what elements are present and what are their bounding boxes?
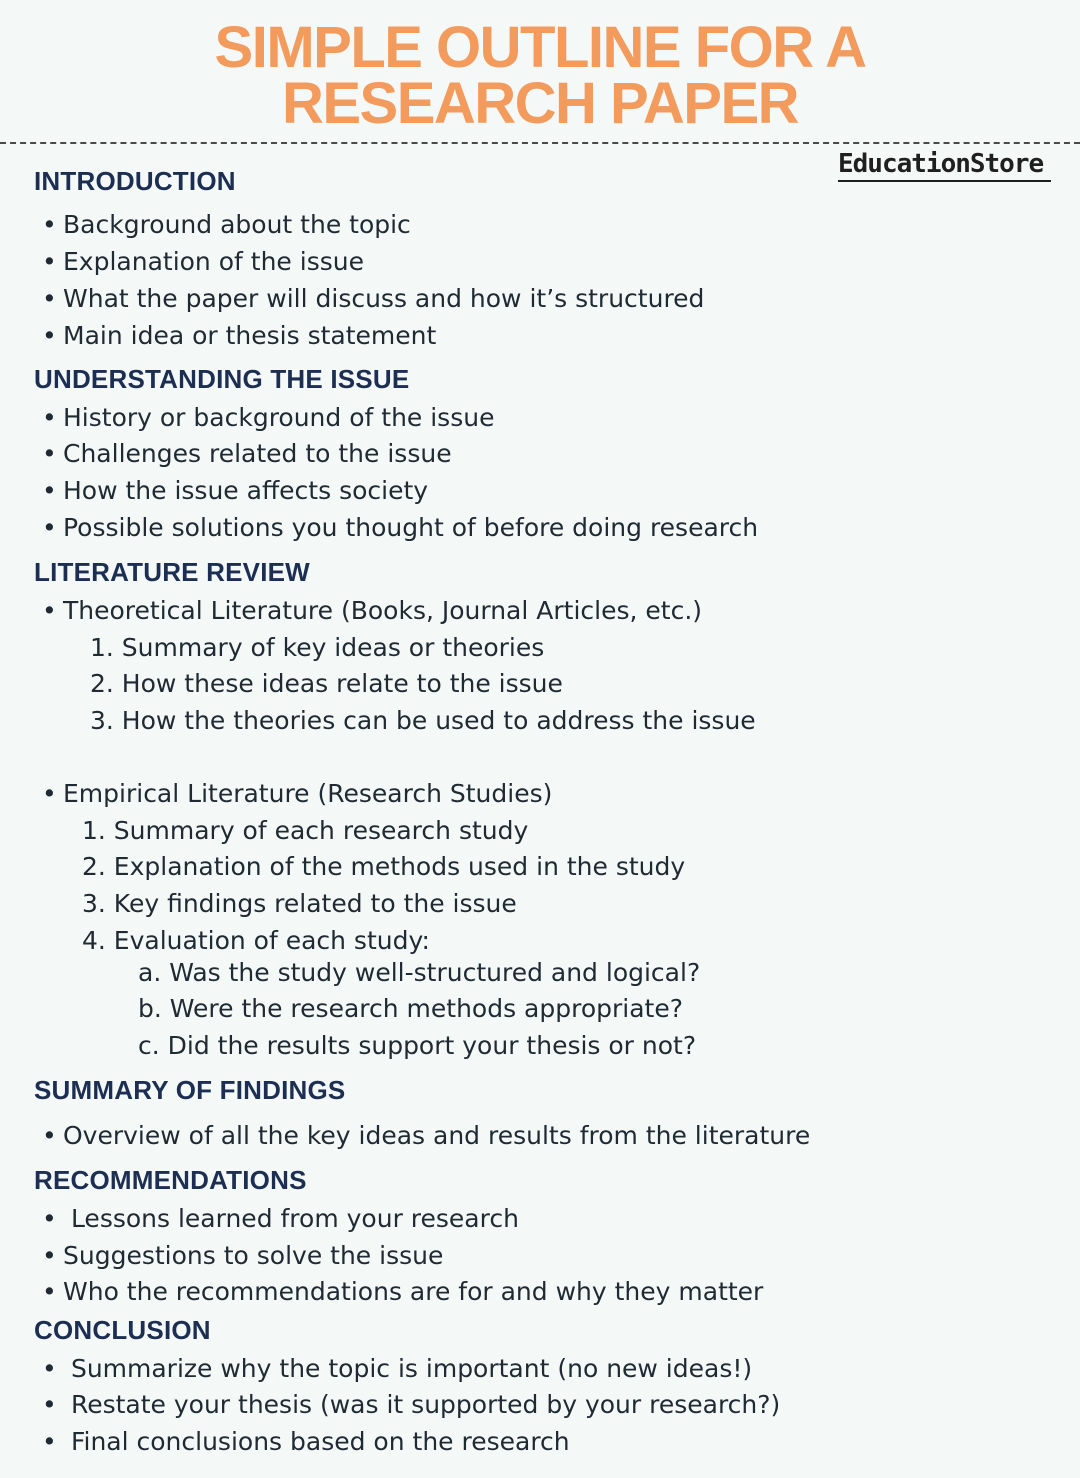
list-item: • What the paper will discuss and how it’s structured <box>42 283 704 315</box>
list-item: • Summarize why the topic is important (no new ideas!) <box>42 1353 752 1385</box>
brand-label: EducationStore <box>838 148 1051 182</box>
numbered-item: 2. How these ideas relate to the issue <box>90 669 563 698</box>
sub-item: b. Were the research methods appropriate? <box>138 994 683 1023</box>
list-item: • Restate your thesis (was it supported by your research?) <box>42 1389 780 1421</box>
theoretical-literature-item: • Theoretical Literature (Books, Journal Articles, etc.) <box>42 595 702 627</box>
page-title <box>0 15 1080 136</box>
title-line-2: RESEARCH PAPER <box>281 71 799 136</box>
numbered-item: 1. Summary of each research study <box>82 816 529 845</box>
list-item: • Main idea or thesis statement <box>42 320 436 352</box>
list-item: • Final conclusions based on the research <box>42 1426 570 1458</box>
list-item: • Suggestions to solve the issue <box>42 1240 443 1272</box>
numbered-item: 1. Summary of key ideas or theories <box>90 633 545 662</box>
numbered-item: 2. Explanation of the methods used in the study <box>82 852 686 881</box>
list-item: • Overview of all the key ideas and results from the literature <box>42 1120 810 1152</box>
list-item: • Challenges related to the issue <box>42 438 452 470</box>
numbered-item: 4. Evaluation of each study: <box>82 926 430 955</box>
heading-literature-review: LITERATURE REVIEW <box>34 557 310 587</box>
list-item: • Possible solutions you thought of before doing research <box>42 512 758 544</box>
list-item: • History or background of the issue <box>42 402 494 434</box>
list-item: • Explanation of the issue <box>42 246 364 278</box>
list-item: • How the issue affects society <box>42 475 428 507</box>
heading-conclusion: CONCLUSION <box>34 1315 211 1345</box>
list-item: • Background about the topic <box>42 209 411 241</box>
sub-item: a. Was the study well-structured and logical? <box>138 958 701 987</box>
list-item: • Lessons learned from your research <box>42 1203 519 1235</box>
title-line-1: SIMPLE OUTLINE FOR A <box>214 15 866 80</box>
heading-summary-of-findings: SUMMARY OF FINDINGS <box>34 1075 346 1105</box>
list-item: • Who the recommendations are for and why they matter <box>42 1276 763 1308</box>
dashed-divider <box>0 142 1080 144</box>
numbered-item: 3. Key findings related to the issue <box>82 889 517 918</box>
heading-recommendations: RECOMMENDATIONS <box>34 1165 307 1195</box>
heading-understanding-the-issue: UNDERSTANDING THE ISSUE <box>34 364 410 394</box>
numbered-item: 3. How the theories can be used to address the issue <box>90 706 756 735</box>
heading-introduction: INTRODUCTION <box>34 166 236 196</box>
sub-item: c. Did the results support your thesis or not? <box>138 1031 697 1060</box>
empirical-literature-item: • Empirical Literature (Research Studies) <box>42 778 552 810</box>
